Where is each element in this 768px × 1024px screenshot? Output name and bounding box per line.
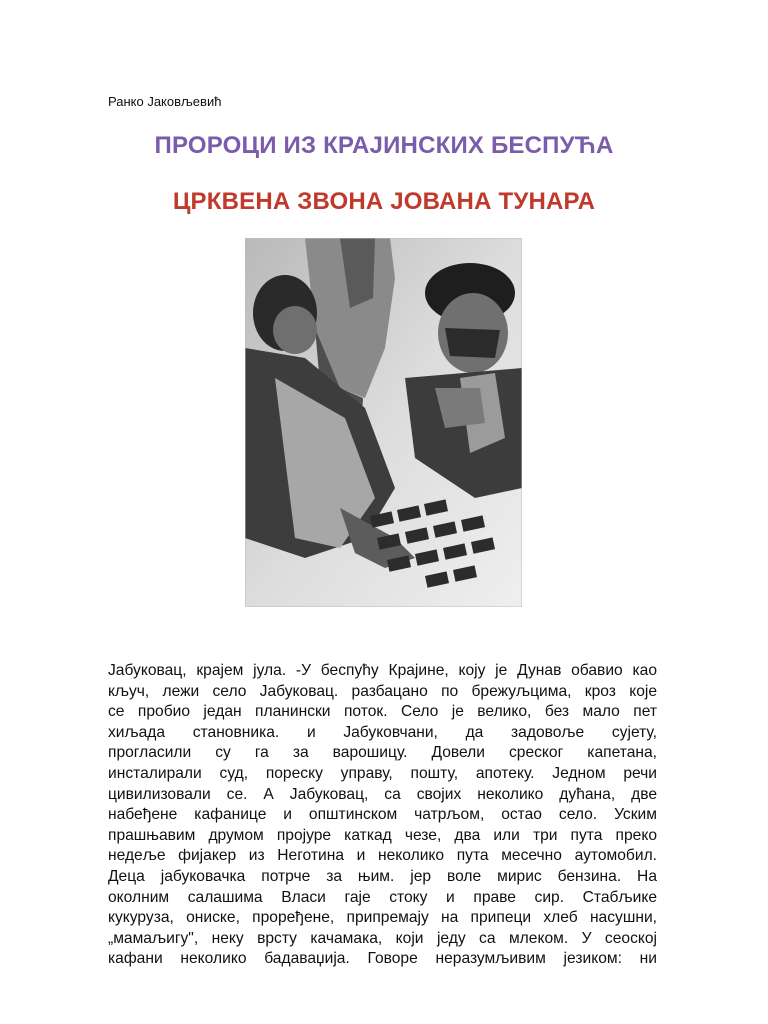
main-title: ПРОРОЦИ ИЗ КРАЈИНСКИХ БЕСПУЋА bbox=[154, 132, 614, 159]
body-line: инсталирали суд, пореску управу, пошту, апотеку. Једном речи bbox=[108, 764, 657, 782]
body-line: Деца јабуковачка потрче за њим. јер воле мирис бензина. На bbox=[108, 867, 657, 885]
body-line: недеље фијакер из Неготина и неколико пута месечно аутомобил. bbox=[108, 847, 657, 865]
photo-illustration bbox=[245, 238, 522, 607]
body-line: прашњавим друмом пројуре каткад чезе, два или три пута преко bbox=[108, 826, 657, 844]
body-line: Јабуковац, крајем јула. -У беспућу Крајине, коју је Дунав обавио као bbox=[108, 662, 657, 679]
article-body bbox=[108, 661, 657, 970]
archival-photo bbox=[245, 238, 522, 607]
body-line: набеђене кафанице и општинском чатрљом, остао село. Уским bbox=[108, 806, 657, 824]
body-line: цивилизовали се. А Јабуковац, са својих неколико дућана, две bbox=[108, 785, 657, 803]
subtitle: ЦРКВЕНА ЗВОНА ЈОВАНА ТУНАРА bbox=[172, 188, 596, 215]
body-line: кључ, лежи село Јабуковац. разбацано по брежуљцима, кроз које bbox=[108, 682, 657, 700]
body-line: се пробио један планински поток. Село је велико, без мало пет bbox=[108, 703, 657, 721]
body-line: кукуруза, ониске, проређене, припремају на припеци хлеб насушни, bbox=[108, 909, 657, 927]
body-line: хиљада становника. и Јабуковчани, да задовоље сујету, bbox=[108, 723, 657, 741]
body-line: прогласили су га за варошицу. Довели среског капетана, bbox=[108, 744, 657, 762]
author-name: Ранко Јаковљевић bbox=[108, 94, 222, 109]
body-line: околним салашима Власи гаје стоку и праве сир. Стабљике bbox=[108, 888, 657, 906]
body-line: „мамаљигу", неку врсту качамака, који једу са млеком. У сеоској bbox=[108, 929, 657, 947]
body-line: кафани неколико бадаваџија. Говоре неразумљивим језиком: ни bbox=[108, 950, 657, 968]
